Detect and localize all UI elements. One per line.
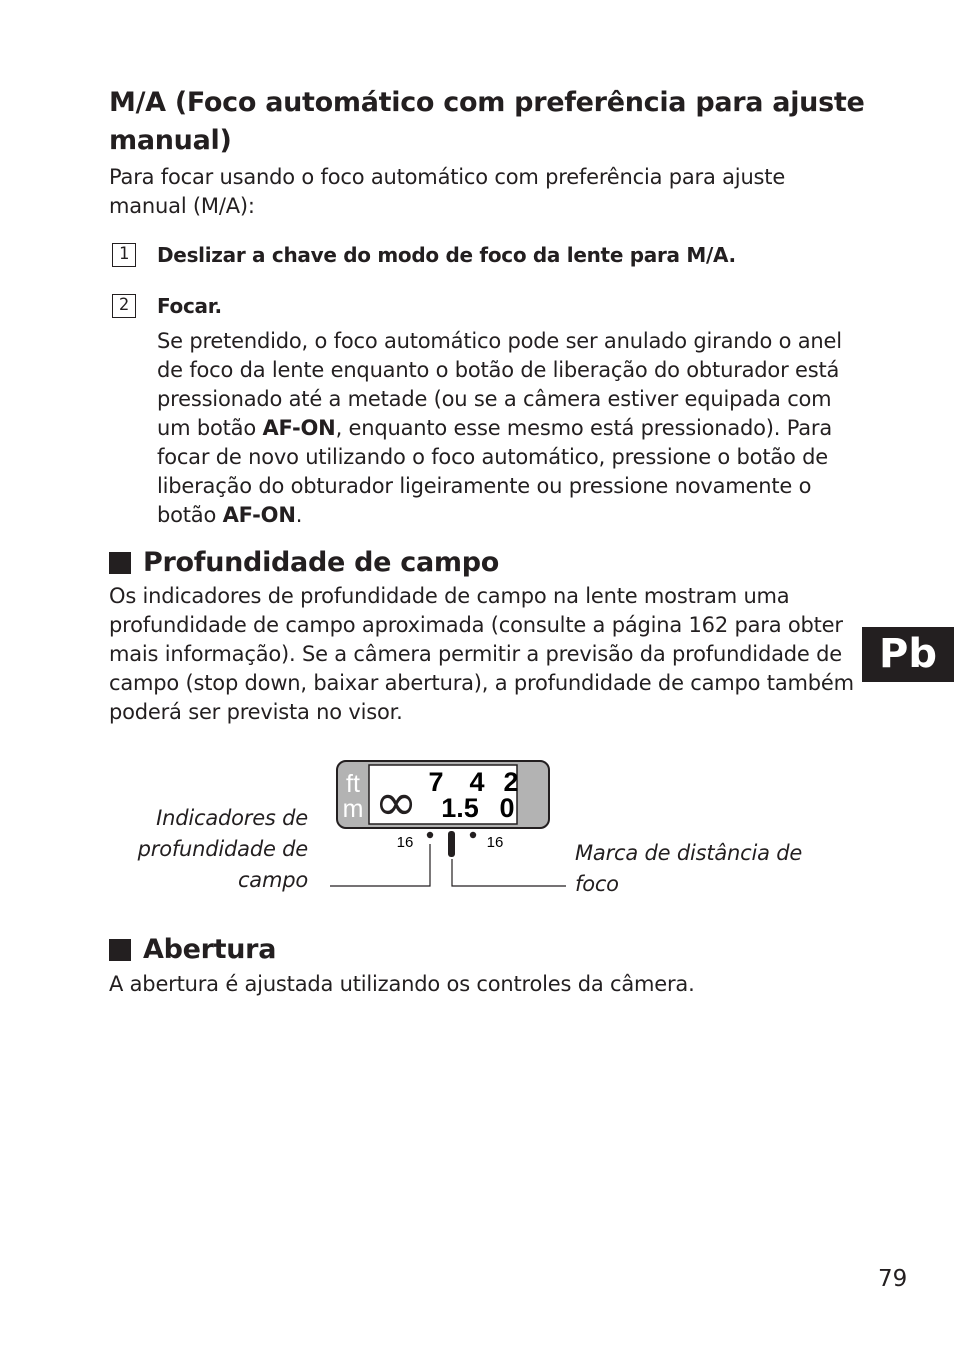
ft-value-7: 7	[428, 767, 444, 797]
dof-paragraph: Os indicadores de profundidade de campo na lente mostram uma profundidade de campo aproximada (consulte a página 162 para obter mais informação). Se a câmera permitir a previsão da profundidade de campo (stop down, baixar abertura), a profundidade de campo também poderá ser prevista no visor.	[109, 584, 854, 724]
ft-value-2: 2	[503, 767, 519, 797]
ft-value-4: 4	[469, 767, 485, 797]
focus-distance-mark	[448, 831, 455, 857]
dof-right-label: 16	[486, 834, 504, 851]
dof-right-dot	[470, 832, 476, 838]
step-2-text-c: .	[295, 503, 303, 527]
af-on-button-ref: AF-ON	[262, 416, 336, 440]
leader-line-focus	[452, 859, 566, 886]
step-2-text-a: Se pretendido, o foco automático pode ser anulado girando o anel de foco da lente enquanto o botão de liberação do obturador está pressionado até a metade (ou se a câmera estiver equipada com um botão	[157, 329, 842, 440]
language-tab: Pb	[862, 627, 954, 682]
infinity-symbol: ∞	[374, 773, 418, 833]
dof-heading	[109, 546, 499, 580]
aperture-heading	[109, 933, 276, 967]
m-value-1-5: 1.5	[441, 793, 479, 823]
step-title-1: Deslizar a chave do modo de foco da lente para M/A.	[157, 243, 736, 267]
step-2-body	[157, 327, 857, 530]
m-value-0: 0	[499, 793, 515, 823]
step-title-2: Focar.	[157, 294, 222, 318]
af-on-button-ref-2: AF-ON	[222, 503, 296, 527]
unit-ft-label: ft	[346, 770, 360, 798]
caption-focus-mark: Marca de distância de foco	[575, 841, 803, 896]
square-bullet-icon	[109, 552, 131, 574]
section-heading-ma: M/A (Foco automático com preferência para ajuste manual)	[109, 87, 865, 156]
page-number: 79	[878, 1266, 908, 1292]
step-2-text-b: , enquanto esse mesmo está pressionado). Para focar de novo utilizando o foco automático, pressione o botão de liberação do obturador ligeiramente ou pressione novamente o botão	[157, 416, 833, 527]
square-bullet-icon	[109, 939, 131, 961]
aperture-paragraph: A abertura é ajustada utilizando os controles da câmera.	[109, 972, 695, 996]
aperture-heading-text: Abertura	[143, 934, 277, 965]
leader-line-dof	[330, 844, 430, 886]
dof-heading-text: Profundidade de campo	[143, 547, 499, 578]
lens-distance-scale-diagram	[330, 755, 570, 895]
step-number-1: 1	[112, 243, 136, 267]
caption-dof-indicators: Indicadores de profundidade de campo	[137, 806, 308, 892]
unit-m-label: m	[342, 795, 364, 823]
step-number-2: 2	[112, 294, 136, 318]
dof-left-label: 16	[396, 834, 414, 851]
dof-left-dot	[427, 832, 433, 838]
intro-paragraph: Para focar usando o foco automático com preferência para ajuste manual (M/A):	[109, 165, 786, 218]
